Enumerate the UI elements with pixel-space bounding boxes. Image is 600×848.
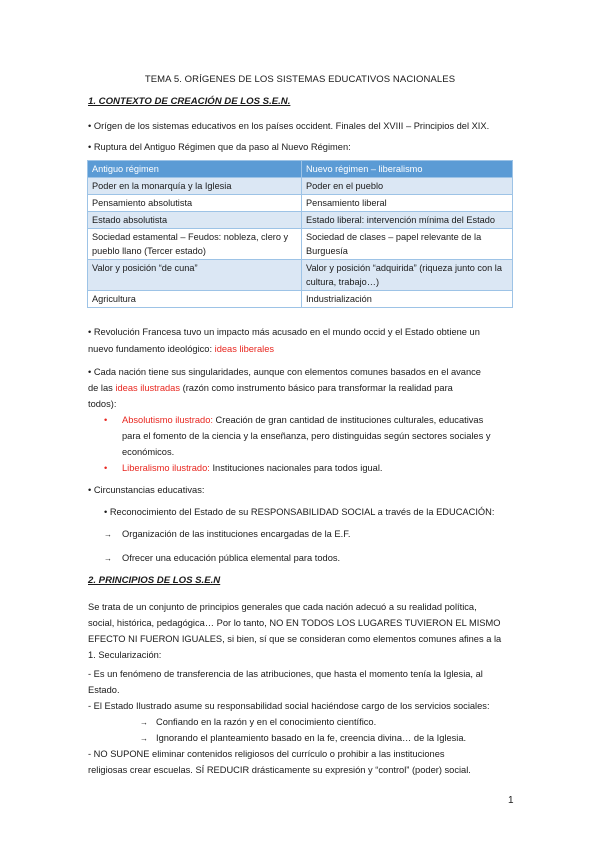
liberalismo-text: Instituciones nacionales para todos igual. bbox=[209, 463, 383, 473]
secularizacion-line-2: Estado. bbox=[88, 685, 120, 695]
ideas-liberales-highlight: ideas liberales bbox=[214, 344, 275, 354]
table-row bbox=[88, 229, 513, 260]
arrow-icon: → bbox=[140, 734, 148, 743]
revolucion-line-2 bbox=[88, 341, 528, 357]
arrow-icon: → bbox=[140, 718, 148, 727]
secularizacion-line-3: - El Estado Ilustrado asume su responsabilidad social haciéndose cargo de los servicios sociales: bbox=[88, 701, 490, 711]
arrow-item-organizacion bbox=[104, 526, 350, 543]
revolucion-text: nuevo fundamento ideológico: bbox=[88, 344, 215, 354]
table-cell: Pensamiento liberal bbox=[302, 195, 513, 212]
table-cell: Agricultura bbox=[88, 291, 302, 308]
table-cell: Sociedad estamental – Feudos: nobleza, clero y pueblo llano (Tercer estado) bbox=[88, 229, 302, 260]
intro-line-1: Se trata de un conjunto de principios generales que cada nación adecuó a su realidad política, bbox=[88, 602, 477, 612]
nacion-line-1: • Cada nación tiene sus singularidades, aunque con elementos comunes basados en el avance bbox=[88, 367, 481, 377]
section-2-heading: 2. PRINCIPIOS DE LOS S.E.N bbox=[88, 575, 221, 586]
origin-bullet: • Orígen de los sistemas educativos en los países occident. Finales del XVIII – Principios del XIX. bbox=[88, 121, 490, 131]
table-cell: Sociedad de clases – papel relevante de la Burguesía bbox=[302, 229, 513, 260]
arrow-icon: → bbox=[104, 530, 112, 539]
arrow-text: Confiando en la razón y en el conocimiento científico. bbox=[156, 717, 377, 727]
table-cell: Pensamiento absolutista bbox=[88, 195, 302, 212]
nacion-line-3: todos): bbox=[88, 399, 117, 409]
table-cell: Valor y posición “de cuna” bbox=[88, 260, 302, 291]
arrow-item-educacion bbox=[104, 550, 340, 567]
table-row bbox=[88, 291, 513, 308]
nacion-text-post: (razón como instrumento básico para transformar la realidad para bbox=[180, 383, 453, 393]
ilustrado-list bbox=[104, 412, 504, 476]
arrow-icon: → bbox=[104, 554, 112, 563]
bullet-marker: • bbox=[104, 415, 108, 425]
list-item bbox=[104, 460, 504, 476]
arrow-text: Ignorando el planteamiento basado en la fe, creencia divina… de la Iglesia. bbox=[156, 733, 467, 743]
bullet-marker: • bbox=[104, 463, 108, 473]
regimen-comparison-table bbox=[87, 160, 513, 308]
page-number: 1 bbox=[508, 795, 514, 806]
nacion-line-2 bbox=[88, 380, 528, 396]
absolutismo-label: Absolutismo ilustrado: bbox=[122, 415, 213, 425]
table-header-cell: Nuevo régimen – liberalismo bbox=[302, 161, 513, 178]
list-item bbox=[104, 412, 504, 460]
table-cell: Poder en la monarquía y la Iglesia bbox=[88, 178, 302, 195]
intro-line-2: social, histórica, pedagógica… Por lo tanto, NO EN TODOS LOS LUGARES TUVIERON EL MISMO bbox=[88, 618, 501, 628]
arrow-text: Organización de las instituciones encargadas de la E.F. bbox=[122, 529, 351, 539]
liberalismo-label: Liberalismo ilustrado: bbox=[122, 463, 210, 473]
reconocimiento-line: • Reconocimiento del Estado de su RESPONSABILIDAD SOCIAL a través de la EDUCACIÓN: bbox=[104, 507, 495, 517]
section-1-heading: 1. CONTEXTO DE CREACIÓN DE LOS S.E.N. bbox=[88, 96, 291, 107]
table-row bbox=[88, 212, 513, 229]
table-cell: Valor y posición “adquirida” (riqueza junto con la cultura, trabajo…) bbox=[302, 260, 513, 291]
table-row bbox=[88, 195, 513, 212]
nacion-text-pre: de las bbox=[88, 383, 116, 393]
table-cell: Poder en el pueblo bbox=[302, 178, 513, 195]
secularizacion-line-4: - NO SUPONE eliminar contenidos religiosos del currículo o prohibir a las instituciones bbox=[88, 749, 445, 759]
table-cell: Estado absolutista bbox=[88, 212, 302, 229]
sec-arrow-item-razon bbox=[140, 714, 376, 731]
revolucion-line-1: • Revolución Francesa tuvo un impacto más acusado en el mundo occid y el Estado obtiene un bbox=[88, 327, 480, 337]
table-row bbox=[88, 178, 513, 195]
circunstancias-bullet: • Circunstancias educativas: bbox=[88, 485, 205, 495]
table-header-cell: Antiguo régimen bbox=[88, 161, 302, 178]
secularizacion-line-1: - Es un fenómeno de transferencia de las atribuciones, que hasta el momento tenía la Iglesia, al bbox=[88, 669, 483, 679]
intro-line-4: 1. Secularización: bbox=[88, 650, 162, 660]
absolutismo-text: Creación de gran cantidad de instituciones culturales, educativas para el fomento de la ciencia y la enseñanza, pero distinguidas según sectores sociales y económicos. bbox=[122, 415, 491, 457]
sec-arrow-item-fe bbox=[140, 730, 466, 747]
secularizacion-line-5: religiosas crear escuelas. SÍ REDUCIR drásticamente su expresión y “control” (poder) social. bbox=[88, 765, 471, 775]
table-cell: Industrialización bbox=[302, 291, 513, 308]
intro-line-3: EFECTO NI FUERON IGUALES, si bien, sí que se consideran como elementos comunes afines a la bbox=[88, 634, 502, 644]
table-header-row bbox=[88, 161, 513, 178]
table-row bbox=[88, 260, 513, 291]
table-cell: Estado liberal: intervención mínima del Estado bbox=[302, 212, 513, 229]
page-title: TEMA 5. ORÍGENES DE LOS SISTEMAS EDUCATIVOS NACIONALES bbox=[144, 74, 456, 85]
ideas-ilustradas-highlight: ideas ilustradas bbox=[115, 383, 181, 393]
ruptura-bullet: • Ruptura del Antiguo Régimen que da paso al Nuevo Régimen: bbox=[88, 142, 351, 152]
arrow-text: Ofrecer una educación pública elemental para todos. bbox=[122, 553, 341, 563]
